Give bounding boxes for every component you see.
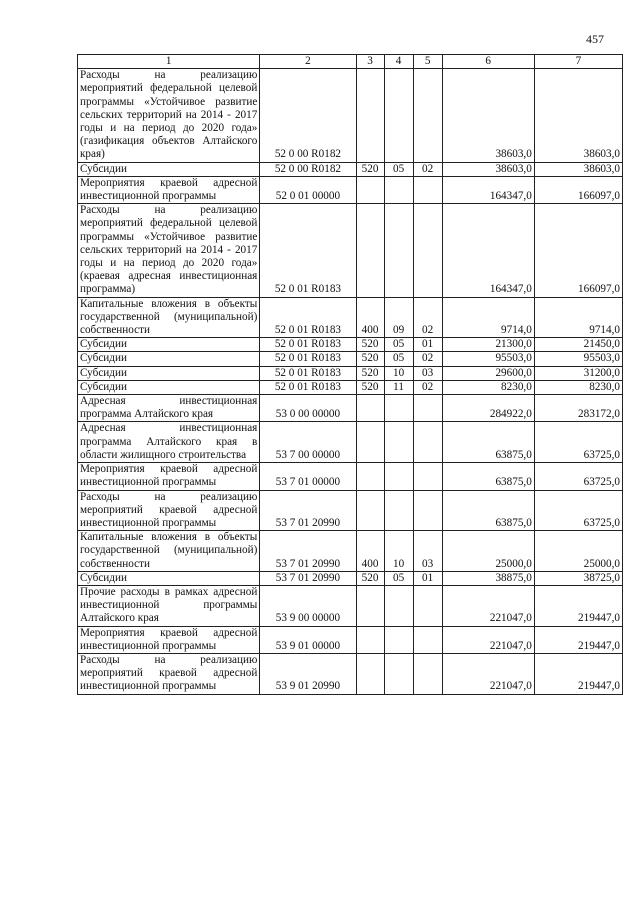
table-row bbox=[78, 490, 623, 531]
row-amount-col6: 284922,0 bbox=[442, 395, 534, 422]
row-description: Адресная инвестиционная программа Алтайского края в области жилищного строительства bbox=[78, 422, 260, 463]
table-row bbox=[78, 585, 623, 626]
header-col-7: 7 bbox=[534, 55, 622, 69]
header-col-6: 6 bbox=[442, 55, 534, 69]
row-subsection: 01 bbox=[413, 338, 442, 352]
row-amount-col7: 21450,0 bbox=[534, 338, 622, 352]
row-description: Субсидии bbox=[78, 380, 260, 394]
row-expense-type bbox=[356, 204, 384, 297]
row-description: Прочие расходы в рамках адресной инвестиционной программы Алтайского края bbox=[78, 585, 260, 626]
table-row bbox=[78, 162, 623, 176]
table-row bbox=[78, 395, 623, 422]
row-amount-col6: 38603,0 bbox=[442, 162, 534, 176]
row-section bbox=[384, 653, 413, 694]
row-amount-col7: 9714,0 bbox=[534, 297, 622, 338]
table-row bbox=[78, 531, 623, 572]
row-subsection: 01 bbox=[413, 571, 442, 585]
table-row bbox=[78, 380, 623, 394]
row-description: Субсидии bbox=[78, 338, 260, 352]
row-amount-col7: 8230,0 bbox=[534, 380, 622, 394]
row-target-code: 53 7 01 20990 bbox=[260, 531, 356, 572]
header-col-4: 4 bbox=[384, 55, 413, 69]
row-target-code: 53 7 00 00000 bbox=[260, 422, 356, 463]
row-section bbox=[384, 422, 413, 463]
row-expense-type bbox=[356, 490, 384, 531]
row-section: 05 bbox=[384, 162, 413, 176]
table-row bbox=[78, 463, 623, 490]
row-target-code: 52 0 01 00000 bbox=[260, 176, 356, 203]
row-amount-col6: 95503,0 bbox=[442, 352, 534, 366]
row-expense-type bbox=[356, 422, 384, 463]
row-description: Капитальные вложения в объекты государственной (муниципальной) собственности bbox=[78, 531, 260, 572]
table-row bbox=[78, 571, 623, 585]
table-row bbox=[78, 366, 623, 380]
row-target-code: 53 9 00 00000 bbox=[260, 585, 356, 626]
row-description: Расходы на реализацию мероприятий федеральной целевой программы «Устойчивое развитие сельских территорий на 2014 - 2017 годы и на период до 2020 года» (краевая адресная инвестиционная программа) bbox=[78, 204, 260, 297]
table-row bbox=[78, 626, 623, 653]
row-description: Субсидии bbox=[78, 162, 260, 176]
row-amount-col6: 63875,0 bbox=[442, 422, 534, 463]
row-description: Мероприятия краевой адресной инвестиционной программы bbox=[78, 463, 260, 490]
row-section bbox=[384, 395, 413, 422]
row-description: Капитальные вложения в объекты государственной (муниципальной) собственности bbox=[78, 297, 260, 338]
row-expense-type bbox=[356, 626, 384, 653]
row-amount-col7: 95503,0 bbox=[534, 352, 622, 366]
row-section: 05 bbox=[384, 571, 413, 585]
row-section: 09 bbox=[384, 297, 413, 338]
row-target-code: 53 7 01 20990 bbox=[260, 571, 356, 585]
row-subsection bbox=[413, 490, 442, 531]
row-amount-col7: 38603,0 bbox=[534, 162, 622, 176]
row-expense-type: 520 bbox=[356, 571, 384, 585]
row-amount-col7: 219447,0 bbox=[534, 585, 622, 626]
row-subsection: 02 bbox=[413, 352, 442, 366]
row-subsection bbox=[413, 463, 442, 490]
row-amount-col6: 29600,0 bbox=[442, 366, 534, 380]
row-expense-type: 400 bbox=[356, 297, 384, 338]
row-description: Расходы на реализацию мероприятий федеральной целевой программы «Устойчивое развитие сельских территорий на 2014 - 2017 годы и на период до 2020 года» (газификация объектов Алтайского края) bbox=[78, 69, 260, 162]
row-target-code: 52 0 01 R0183 bbox=[260, 380, 356, 394]
row-expense-type: 520 bbox=[356, 352, 384, 366]
row-target-code: 53 0 00 00000 bbox=[260, 395, 356, 422]
row-amount-col6: 221047,0 bbox=[442, 585, 534, 626]
row-amount-col6: 25000,0 bbox=[442, 531, 534, 572]
row-description: Мероприятия краевой адресной инвестиционной программы bbox=[78, 626, 260, 653]
row-amount-col7: 219447,0 bbox=[534, 653, 622, 694]
row-description: Субсидии bbox=[78, 352, 260, 366]
row-target-code: 52 0 00 R0182 bbox=[260, 162, 356, 176]
row-target-code: 52 0 01 R0183 bbox=[260, 366, 356, 380]
row-subsection bbox=[413, 176, 442, 203]
row-expense-type: 520 bbox=[356, 380, 384, 394]
row-target-code: 52 0 01 R0183 bbox=[260, 204, 356, 297]
row-subsection bbox=[413, 585, 442, 626]
row-amount-col7: 63725,0 bbox=[534, 422, 622, 463]
row-subsection bbox=[413, 69, 442, 162]
row-expense-type bbox=[356, 653, 384, 694]
row-target-code: 52 0 01 R0183 bbox=[260, 352, 356, 366]
row-expense-type bbox=[356, 395, 384, 422]
row-amount-col7: 38725,0 bbox=[534, 571, 622, 585]
row-amount-col7: 38603,0 bbox=[534, 69, 622, 162]
header-col-5: 5 bbox=[413, 55, 442, 69]
row-amount-col6: 38603,0 bbox=[442, 69, 534, 162]
row-amount-col7: 31200,0 bbox=[534, 366, 622, 380]
row-target-code: 53 9 01 20990 bbox=[260, 653, 356, 694]
row-amount-col7: 283172,0 bbox=[534, 395, 622, 422]
row-subsection bbox=[413, 395, 442, 422]
row-subsection bbox=[413, 626, 442, 653]
row-amount-col6: 164347,0 bbox=[442, 204, 534, 297]
table-row bbox=[78, 352, 623, 366]
row-description: Расходы на реализацию мероприятий краевой адресной инвестиционной программы bbox=[78, 490, 260, 531]
row-description: Субсидии bbox=[78, 571, 260, 585]
row-target-code: 53 7 01 20990 bbox=[260, 490, 356, 531]
table-row bbox=[78, 204, 623, 297]
row-amount-col7: 63725,0 bbox=[534, 490, 622, 531]
row-section bbox=[384, 204, 413, 297]
row-target-code: 52 0 01 R0183 bbox=[260, 297, 356, 338]
row-subsection: 02 bbox=[413, 162, 442, 176]
row-amount-col6: 63875,0 bbox=[442, 463, 534, 490]
row-amount-col6: 9714,0 bbox=[442, 297, 534, 338]
header-col-1: 1 bbox=[78, 55, 260, 69]
row-amount-col7: 219447,0 bbox=[534, 626, 622, 653]
row-subsection bbox=[413, 653, 442, 694]
row-amount-col6: 221047,0 bbox=[442, 653, 534, 694]
row-section bbox=[384, 176, 413, 203]
row-amount-col7: 63725,0 bbox=[534, 463, 622, 490]
row-amount-col6: 164347,0 bbox=[442, 176, 534, 203]
row-section: 05 bbox=[384, 352, 413, 366]
row-target-code: 52 0 01 R0183 bbox=[260, 338, 356, 352]
table-row bbox=[78, 176, 623, 203]
row-subsection: 02 bbox=[413, 297, 442, 338]
row-subsection bbox=[413, 204, 442, 297]
row-section: 05 bbox=[384, 338, 413, 352]
row-description: Адресная инвестиционная программа Алтайского края bbox=[78, 395, 260, 422]
row-expense-type: 520 bbox=[356, 366, 384, 380]
row-section bbox=[384, 490, 413, 531]
row-expense-type bbox=[356, 585, 384, 626]
row-amount-col6: 221047,0 bbox=[442, 626, 534, 653]
row-target-code: 53 7 01 00000 bbox=[260, 463, 356, 490]
table-header-row bbox=[78, 55, 623, 69]
row-expense-type bbox=[356, 69, 384, 162]
row-target-code: 52 0 00 R0182 bbox=[260, 69, 356, 162]
table-row bbox=[78, 297, 623, 338]
row-subsection: 03 bbox=[413, 366, 442, 380]
row-subsection: 02 bbox=[413, 380, 442, 394]
header-col-3: 3 bbox=[356, 55, 384, 69]
row-expense-type bbox=[356, 463, 384, 490]
row-expense-type: 520 bbox=[356, 338, 384, 352]
row-section: 10 bbox=[384, 366, 413, 380]
row-amount-col7: 25000,0 bbox=[534, 531, 622, 572]
row-description: Мероприятия краевой адресной инвестиционной программы bbox=[78, 176, 260, 203]
row-amount-col6: 38875,0 bbox=[442, 571, 534, 585]
row-amount-col6: 21300,0 bbox=[442, 338, 534, 352]
page-number: 457 bbox=[586, 32, 604, 46]
table-row bbox=[78, 69, 623, 162]
row-target-code: 53 9 01 00000 bbox=[260, 626, 356, 653]
table-row bbox=[78, 338, 623, 352]
row-amount-col6: 63875,0 bbox=[442, 490, 534, 531]
row-expense-type: 400 bbox=[356, 531, 384, 572]
row-subsection: 03 bbox=[413, 531, 442, 572]
table-row bbox=[78, 653, 623, 694]
row-description: Расходы на реализацию мероприятий краевой адресной инвестиционной программы bbox=[78, 653, 260, 694]
row-section: 11 bbox=[384, 380, 413, 394]
row-section bbox=[384, 585, 413, 626]
row-subsection bbox=[413, 422, 442, 463]
row-expense-type: 520 bbox=[356, 162, 384, 176]
row-section bbox=[384, 463, 413, 490]
row-section: 10 bbox=[384, 531, 413, 572]
budget-table bbox=[77, 54, 623, 695]
row-section bbox=[384, 626, 413, 653]
row-section bbox=[384, 69, 413, 162]
row-amount-col7: 166097,0 bbox=[534, 176, 622, 203]
row-description: Субсидии bbox=[78, 366, 260, 380]
row-amount-col6: 8230,0 bbox=[442, 380, 534, 394]
header-col-2: 2 bbox=[260, 55, 356, 69]
row-expense-type bbox=[356, 176, 384, 203]
table-row bbox=[78, 422, 623, 463]
row-amount-col7: 166097,0 bbox=[534, 204, 622, 297]
